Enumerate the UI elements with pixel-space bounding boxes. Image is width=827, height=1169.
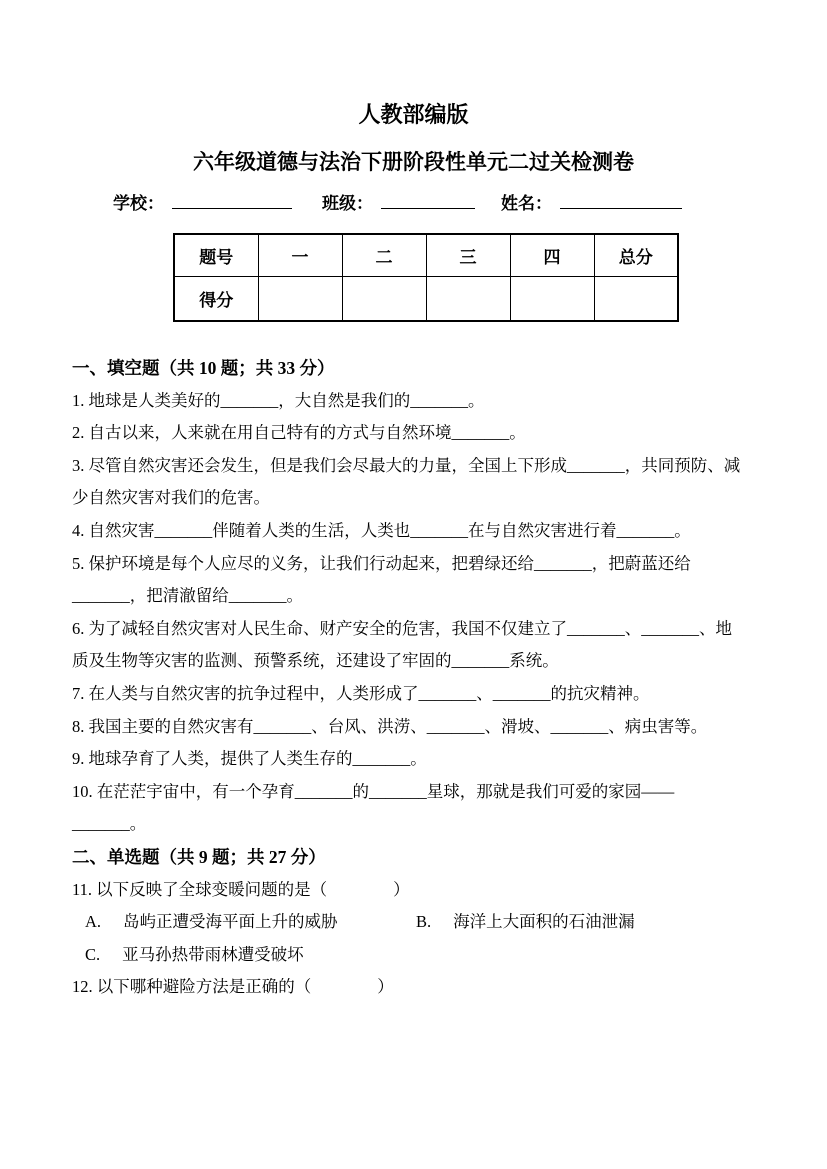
section-fill-heading: 一、填空题（共 10 题；共 33 分） — [72, 358, 335, 378]
score-table-score-row — [174, 276, 678, 321]
question-11-option-a — [85, 906, 416, 939]
score-table-header-cell: 总分 — [594, 234, 678, 276]
option-c-label: C. — [85, 944, 101, 964]
school-blank[interactable] — [172, 193, 292, 209]
class-blank[interactable] — [381, 193, 475, 209]
question-6-line-1: 6. 为了减轻自然灾害对人民生命、财产安全的危害，我国不仅建立了_______、_______、地 — [72, 618, 732, 638]
question-11-options-row-1 — [72, 906, 755, 939]
score-table-header-row — [174, 234, 678, 276]
question-11-option-b — [416, 906, 635, 939]
score-cell[interactable] — [342, 276, 426, 321]
question-8: 8. 我国主要的自然灾害有_______、台风、洪涝、_______、滑坡、_______、病虫害等。 — [72, 716, 708, 736]
doc-edition-title: 人教部编版 — [358, 102, 469, 127]
score-table-header-cell: 二 — [342, 234, 426, 276]
option-a-text: 岛屿正遭受海平面上升的威胁 — [123, 912, 338, 932]
score-cell[interactable] — [426, 276, 510, 321]
option-c-text: 亚马孙热带雨林遭受破坏 — [122, 944, 304, 964]
section-choice-heading: 二、单选题（共 9 题；共 27 分） — [72, 846, 326, 867]
school-label: 学校： — [113, 194, 164, 213]
name-blank[interactable] — [560, 193, 682, 209]
question-2: 2. 自古以来，人来就在用自己特有的方式与自然环境_______。 — [72, 423, 526, 443]
question-3-line-2: 少自然灾害对我们的危害。 — [72, 488, 270, 508]
question-10-line-2: _______。 — [72, 814, 147, 834]
score-table-header-cell: 四 — [510, 234, 594, 276]
question-7: 7. 在人类与自然灾害的抗争过程中，人类形成了_______、_______的抗灾精神。 — [72, 683, 650, 703]
doc-title: 六年级道德与法治下册阶段性单元二过关检测卷 — [193, 150, 634, 174]
question-3-line-1: 3. 尽管自然灾害还会发生，但是我们会尽最大的力量，全国上下形成_______，共同预防、减 — [72, 455, 741, 475]
question-12: 12. 以下哪种避险方法是正确的（ ） — [72, 977, 394, 997]
question-11: 11. 以下反映了全球变暖问题的是（ ） — [72, 879, 410, 899]
score-table-header-cell: 三 — [426, 234, 510, 276]
question-5-line-2: _______，把清澈留给_______。 — [72, 586, 303, 606]
score-table — [173, 233, 679, 322]
name-label: 姓名： — [501, 194, 552, 213]
question-6-line-2: 质及生物等灾害的监测、预警系统，还建设了牢固的_______系统。 — [72, 651, 559, 671]
question-1: 1. 地球是人类美好的_______，大自然是我们的_______。 — [72, 390, 485, 410]
option-a-label: A. — [85, 912, 102, 932]
score-table-header-cell: 一 — [258, 234, 342, 276]
exam-body — [72, 352, 755, 1004]
option-b-label: B. — [416, 912, 432, 932]
score-cell[interactable] — [258, 276, 342, 321]
question-11-options-row-2 — [72, 939, 755, 972]
option-b-text: 海洋上大面积的石油泄漏 — [453, 912, 635, 932]
question-10-line-1: 10. 在茫茫宇宙中，有一个孕育_______的_______星球，那就是我们可爱的家园—— — [72, 781, 675, 801]
question-11-option-c — [85, 939, 304, 972]
score-cell[interactable] — [594, 276, 678, 321]
question-9: 9. 地球孕育了人类，提供了人类生存的_______。 — [72, 749, 427, 769]
score-table-header-cell: 题号 — [174, 234, 258, 276]
student-info-line — [72, 191, 755, 217]
score-cell[interactable] — [510, 276, 594, 321]
class-label: 班级： — [322, 194, 373, 213]
question-4: 4. 自然灾害_______伴随着人类的生活，人类也_______在与自然灾害进行着_______。 — [72, 520, 691, 540]
question-5-line-1: 5. 保护环境是每个人应尽的义务，让我们行动起来，把碧绿还给_______，把蔚蓝还给 — [72, 553, 691, 573]
score-row-label: 得分 — [174, 276, 258, 321]
